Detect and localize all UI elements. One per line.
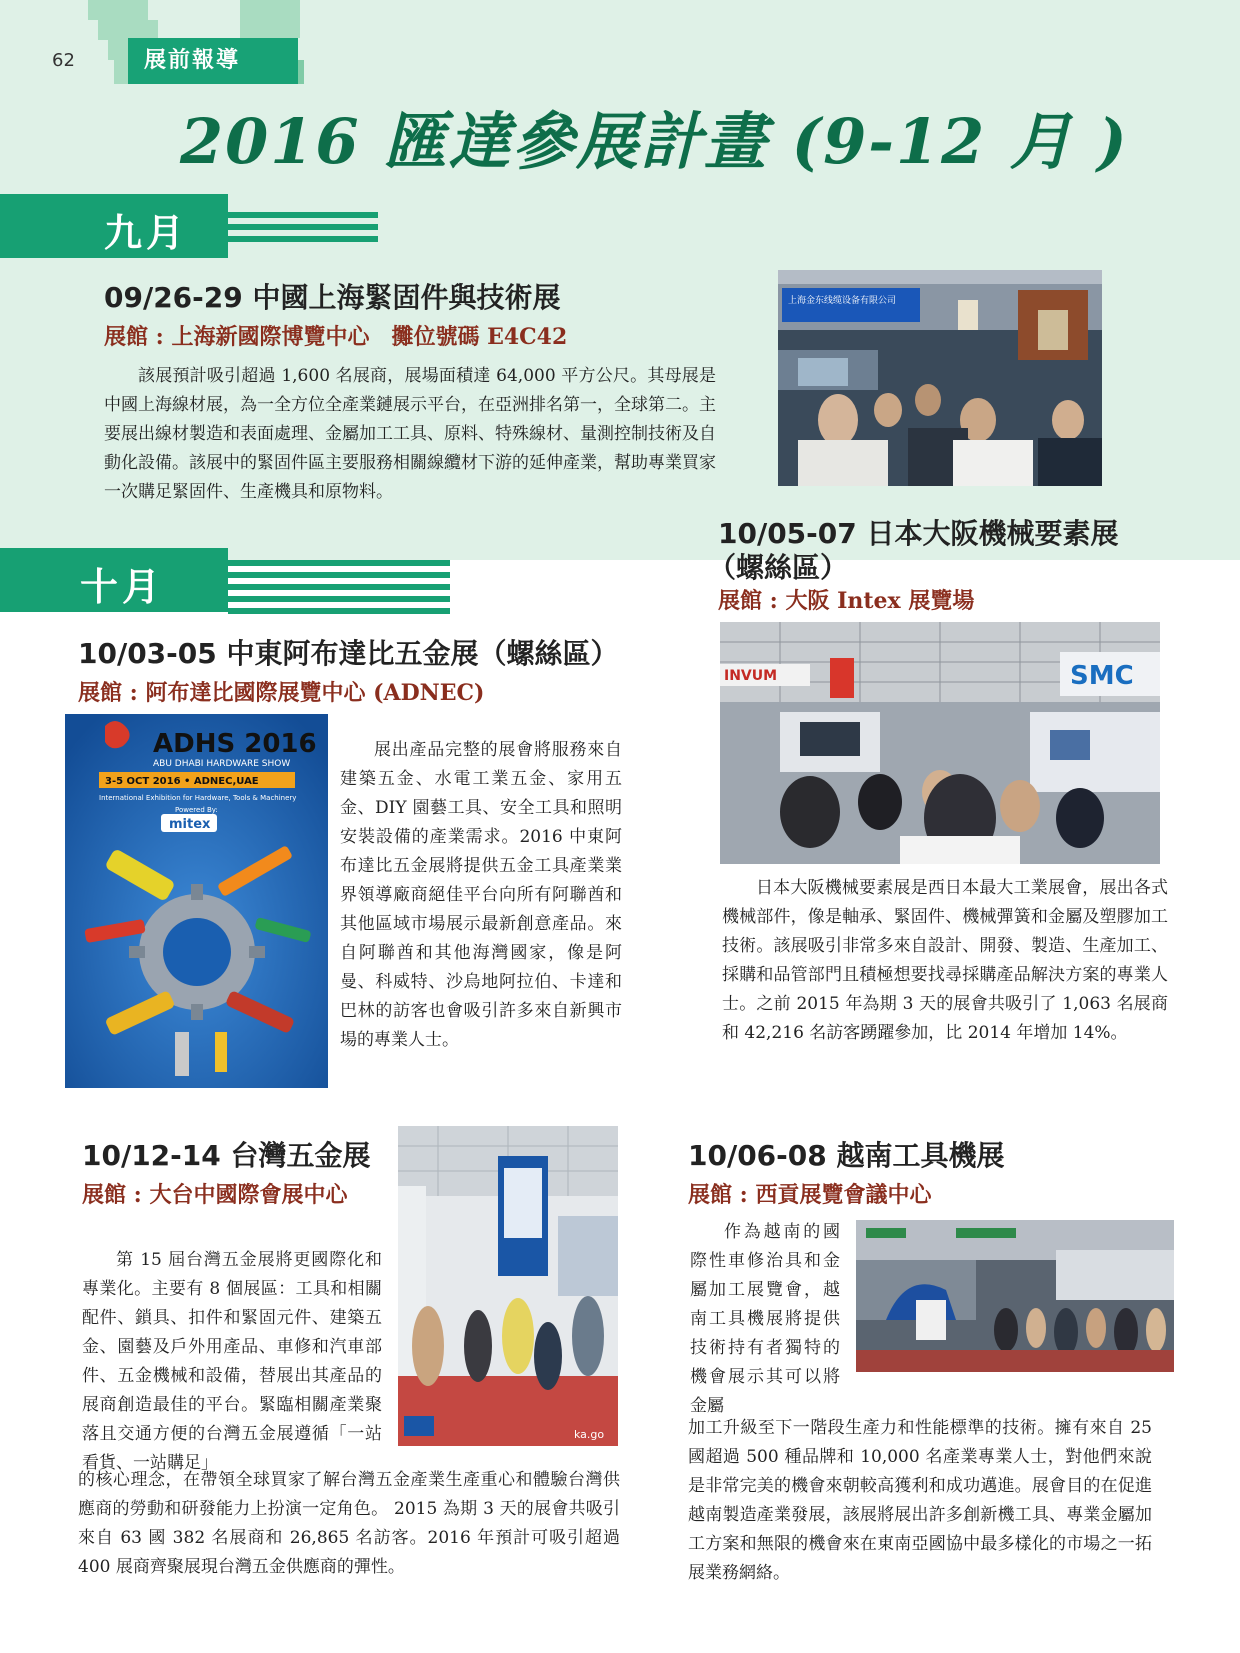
poster-brand: mitex [169, 817, 211, 832]
poster-subtitle: ABU DHABI HARDWARE SHOW [153, 759, 291, 769]
booth-sign-text: 上海金东线缆设备有限公司 [788, 296, 897, 306]
event-body-taiwan-narrow: 第 15 屆台灣五金展將更國際化和專業化。主要有 8 個展區：工具和相關配件、鎖具、扣件和緊固元件、建築五金、園藝及戶外用產品、車修和汽車部件、五金機械和設備，替展出其產品的展商創造最佳的平台。緊臨相關產業聚落且交通方便的台灣五金展遵循「一站看貨、一站購足」 [82, 1250, 382, 1473]
section-tag: 展前報導 [128, 38, 298, 84]
event-venue-shanghai: 展館 : 上海新國際博覽中心 攤位號碼 E4C42 [104, 324, 568, 350]
event-venue-osaka: 展館 : 大阪 Intex 展覽場 [718, 588, 975, 614]
event-title-adhs: 10/03-05 中東阿布達比五金展（螺絲區） [78, 637, 619, 670]
month-stripe [228, 224, 378, 230]
photo-watermark: ka.go [574, 1428, 605, 1441]
month-stripe [228, 572, 450, 578]
event-body-taiwan-wide: 的核心理念，在帶領全球買家了解台灣五金產業生產重心和體驗台灣供應商的勞動和研發能力上扮演一定角色。 2015 為期 3 天的展會共吸引來自 63 國 382 名展商和 26,865 名訪客。2016 年預計可吸引超過 400 展商齊聚展現台灣五金供應商的彈性。 [78, 1470, 620, 1577]
event-title-taiwan: 10/12-14 台灣五金展 [82, 1139, 371, 1172]
poster-adhs-2016 [65, 714, 328, 1088]
month-label-september: 九月 [104, 211, 189, 255]
month-stripe [228, 236, 378, 242]
poster-date: 3-5 OCT 2016 • ADNEC,UAE [105, 776, 259, 787]
event-body-adhs: 展出產品完整的展會將服務來自建築五金、水電工業五金、家用五金、DIY 園藝工具、安全工具和照明安裝設備的產業需求。2016 中東阿布達比五金展將提供五金工具產業業界領導廠商絕佳平台向所有阿聯酋和其他區域市場展示最新創意產品。來自阿聯酋和其他海灣國家，像是阿曼、科威特、沙烏地阿拉伯、卡達和巴林的訪客也會吸引許多來自新興市場的專業人士。 [340, 740, 622, 1050]
photo-osaka-hall [720, 622, 1160, 864]
event-body-shanghai: 該展預計吸引超過 1,600 名展商，展場面積達 64,000 平方公尺。其母展是中國上海線材展，為一全方位全產業鏈展示平台，在亞洲排名第一，全球第二。主要展出線材製造和表面處理、金屬加工工具、原料、特殊線材、量測控制技術及自動化設備。該展中的緊固件區主要服務相關線纜材下游的延伸產業，幫助專業買家一次購足緊固件、生產機具和原物料。 [104, 366, 716, 502]
event-venue-vietnam: 展館 : 西貢展覽會議中心 [688, 1182, 932, 1208]
event-body-vietnam-narrow: 作為越南的國際性車修治具和金屬加工展覽會，越南工具機展將提供技術持有者獨特的機會展示其可以將金屬 [690, 1222, 840, 1416]
page-number: 62 [52, 50, 75, 71]
photo-vietnam-hall [856, 1220, 1174, 1372]
event-body-osaka: 日本大阪機械要素展是西日本最大工業展會，展出各式機械部件，像是軸承、緊固件、機械彈簧和金屬及塑膠加工技術。該展吸引非常多來自設計、開發、製造、生產加工、採購和品管部門且積極想要找尋採購產品解決方案的專業人士。之前 2015 年為期 3 天的展會共吸引了 1,063 名展商和 42,216 名訪客踴躍參加，比 2014 年增加 14%。 [722, 878, 1168, 1043]
event-title-osaka-line1: 10/05-07 日本大阪機械要素展 [718, 517, 1119, 550]
poster-powered: Powered By: [175, 806, 218, 814]
poster-logo: ADHS 2016 [153, 729, 317, 759]
month-stripe [228, 212, 378, 218]
decor-pixel [240, 0, 300, 38]
booth-sign-invum: INVUM [724, 668, 778, 684]
photo-taiwan-hall [398, 1126, 618, 1446]
month-stripe [228, 608, 450, 614]
month-stripe [228, 584, 450, 590]
decor-pixel [88, 0, 148, 20]
photo-shanghai-crowd [778, 270, 1102, 486]
event-title-shanghai: 09/26-29 中國上海緊固件與技術展 [104, 281, 561, 314]
month-label-october: 十月 [80, 565, 165, 609]
event-body-vietnam-wide: 加工升級至下一階段生產力和性能標準的技術。擁有來自 25 國超過 500 種品牌和 10,000 名產業專業人士，對他們來說是非常完美的機會來朝較高獲利和成功邁進。展會目的在促進越南製造產業發展，該展將展出許多創新機工具、專業金屬加工方案和無限的機會來在東南亞國協中最多樣化的市場之一拓展業務網絡。 [688, 1418, 1152, 1583]
booth-sign-smc: SMC [1070, 661, 1134, 691]
event-title-vietnam: 10/06-08 越南工具機展 [688, 1139, 1005, 1172]
event-title-osaka-line2: （螺絲區） [708, 551, 849, 584]
page-title: 2016 匯達參展計畫 (9-12 月 ) [180, 105, 1129, 178]
poster-tagline: International Exhibition for Hardware, Tools & Machinery [99, 794, 297, 802]
event-venue-taiwan: 展館 : 大台中國際會展中心 [82, 1182, 348, 1208]
decor-pixel [98, 20, 158, 40]
event-venue-adhs: 展館 : 阿布達比國際展覽中心 (ADNEC) [78, 680, 485, 706]
month-stripe [228, 596, 450, 602]
month-stripe [228, 560, 450, 566]
